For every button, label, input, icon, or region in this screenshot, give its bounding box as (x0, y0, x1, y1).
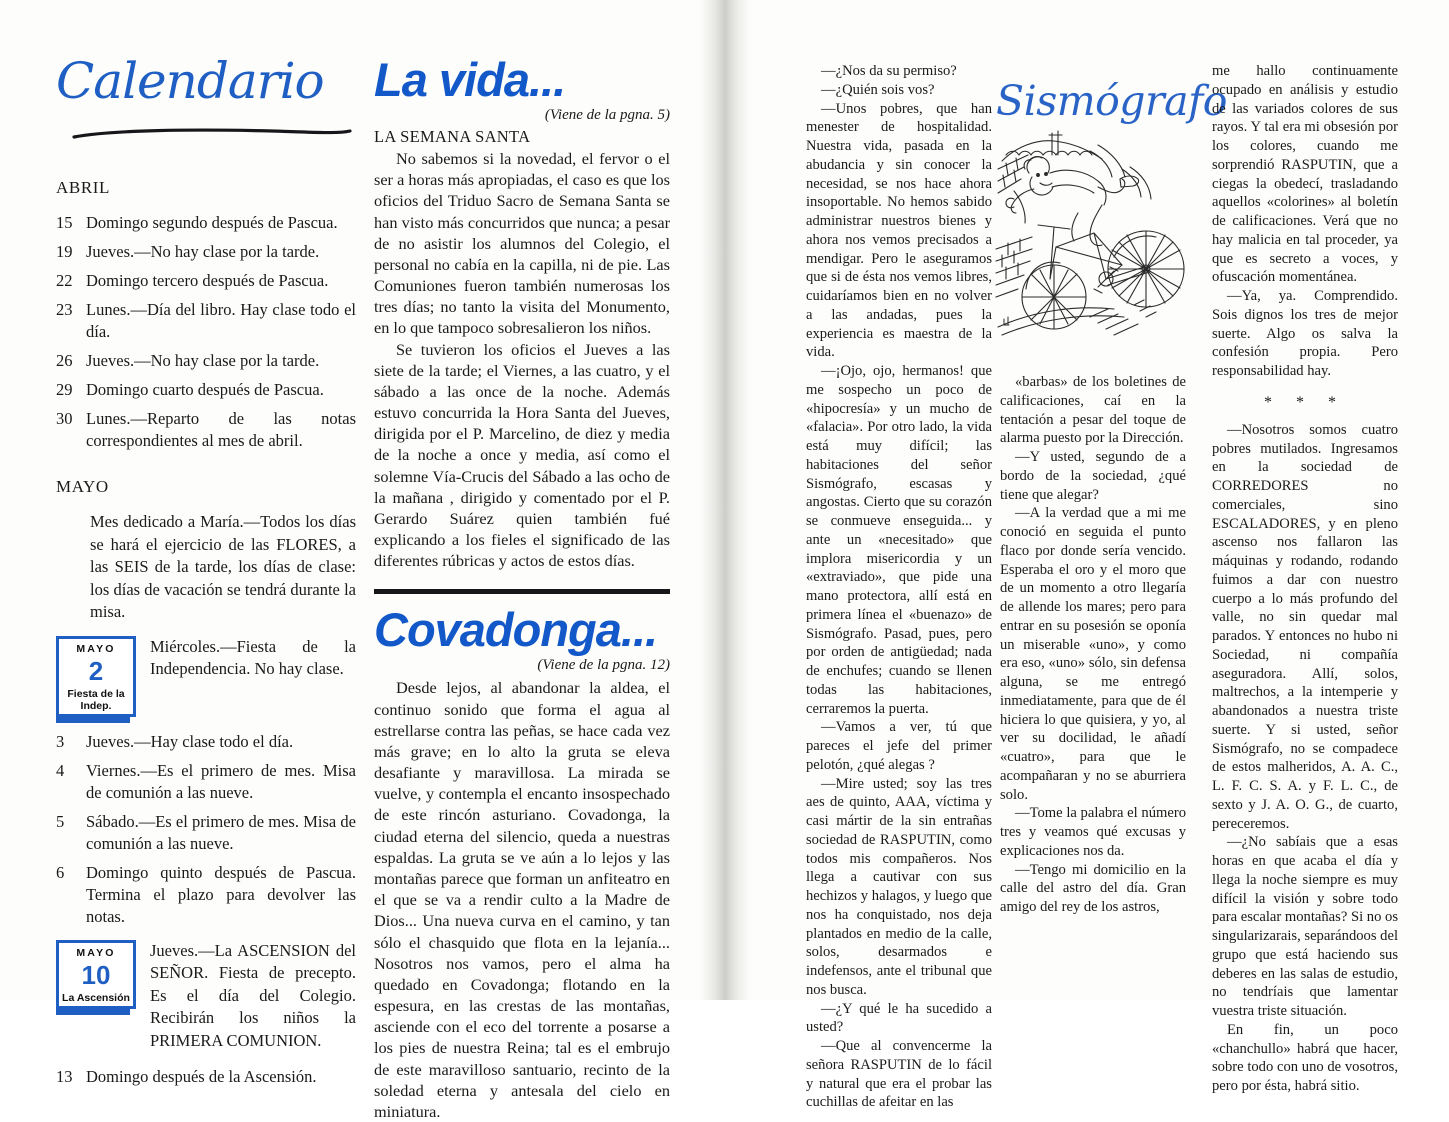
dialogue-paragraph: —¿No sabíais que a esas horas en que acaba el día y llega la noche siempre es muy difícil la visión y sobre todo para escalar montañas? Si no os singularizarais, separándoos del grupo que está haciendo sus deberes en las salas de estudio, no tendríais que lamentar vuestra triste situación. (1212, 834, 1399, 1019)
badge-month-label: MAYO (76, 642, 116, 655)
calendar-entry-text: Domingo segundo después de Pascua. (86, 213, 338, 232)
badge-entry-text: Jueves.—La ASCENSION del SEÑOR. Fiesta de precepto. Es el día del Colegio. Recibirán los niños la PRIMERA COMUNION. (150, 940, 356, 1050)
calendar-badge-row (56, 940, 356, 1052)
calendar-entry (56, 760, 356, 804)
dialogue-paragraph: «barbas» de los boletines de calificaciones, caí en la tentación a pesar del toque de alarma puesto por la Dirección. (1000, 374, 1186, 447)
dialogue-paragraph: —¿Y qué le ha sucedido a usted? (806, 1000, 992, 1036)
dialogue-paragraph: —¿Nos da su permiso? (821, 63, 957, 79)
dialogue-paragraph: En fin, un poco «chanchullo» habrá que hacer, sobre todo con uno de vosotros, pero por ésta, habrá sitio. (1212, 1021, 1398, 1094)
calendar-entry (56, 408, 356, 452)
calendar-entry-text: Lunes.—Reparto de las notas correspondientes al mes de abril. (86, 408, 356, 450)
calendar-badge-row (56, 636, 356, 718)
calendar-entry (56, 270, 356, 292)
calendar-day: 26 (56, 350, 73, 370)
date-badge-may-2 (56, 636, 136, 718)
calendar-entry-text: Jueves.—Hay clase todo el día. (86, 732, 294, 752)
badge-entry-text: Miércoles.—Fiesta de la Independencia. No hay clase. (150, 636, 356, 679)
date-badge-may-10 (56, 940, 136, 1009)
sismografo-column-four (996, 62, 1227, 917)
dialogue-paragraph: —Que al convencerme la señora RASPUTIN de lo fácil y natural que era el probar las cuchillas de afeitar en las (806, 1038, 992, 1111)
calendario-masthead (56, 52, 356, 152)
calendar-day: 6 (56, 862, 65, 882)
calendar-entry-text: Lunes.—Día del libro. Hay clase todo el día. (86, 299, 356, 341)
article-subhead-semana-santa: LA SEMANA SANTA (374, 127, 531, 146)
calendar-day: 19 (56, 241, 73, 261)
calendar-entry-text: Sábado.—Es el primero de mes. Misa de comunión a las nueve. (86, 812, 356, 854)
calendar-entry-text: Domingo después de la Ascensión. (86, 1066, 317, 1086)
badge-day-number: 2 (88, 655, 104, 686)
sismografo-column-five (1212, 62, 1398, 1096)
book-gutter-shadow (700, 0, 750, 1000)
calendar-entry (56, 1066, 356, 1088)
badge-day-number: 10 (81, 959, 111, 990)
dialogue-paragraph: me hallo continuamente ocupado en análisis y estudio de las variados colores de sus rayos. Y tal era mi obsesión por los colores, cuando me sorprendió RASPUTIN, que a ciegas la obedecí, trasladando aquellos «colorines» al boletín de calificaciones. Verá que no hay malicia en tal proceder, ya que es secreto a voces, y ofuscación momentánea. (1212, 63, 1398, 286)
continuation-note-covadonga: (Viene de la pgna. 12) (537, 657, 670, 674)
dialogue-paragraph: —Unos pobres, que han menester de hospitalidad. Nuestra vida, pasada en la abudancia y sin conocer la necesidad, se nos hace ahora insoportable. No hemos sabido administrar nuestros bienes y ahora nos vemos precisados a mendigar. Pero le aseguramos que si de ésta nos vemos libres, cuidaríamos bien en no volver a las andadas, pues la experiencia es maestra de la vida. (806, 100, 992, 361)
calendar-day: 22 (56, 270, 73, 290)
sismografo-title: Sismógrafo (996, 77, 1227, 125)
calendario-title: Calendario (56, 52, 324, 110)
month-label-mayo: MAYO (56, 477, 109, 497)
sismografo-column-three (806, 62, 992, 1112)
calendar-entry-text: Viernes.—Es el primero de mes. Misa de comunión a las nueve. (86, 761, 356, 803)
dialogue-paragraph: —¡Ojo, ojo, hermanos! que me sospecho un poco de «hipocresía» y un mucho de «falacia». Por otro lado, la vida está muy difícil; las habitaciones del señor Sismógrafo, escasas y angostas. Cierto que su corazón se conmueve enseguida... y ante un «necesitado» que implora misericordia y un «extraviado», que pide una mano protectora, allí está en primera línea el «buenazo» de Sismógrafo. Pasad, pues, pero por orden de antigüedad; nada de enchufes; cuando se llenen todas las habitaciones, cerraremos la puerta. (806, 363, 992, 717)
section-divider-rule (374, 589, 670, 594)
dialogue-paragraph: —Mire usted; soy las tres aes de quinto, AAA, víctima y casi mártir de la sin entrañas sociedad de RASPUTIN, como todos mis compañeros. Nos llega a cautivar con sus hechizos y halagos, y luego que nos ha conquistado, nos deja plantados en medio de la calle, solos, desarmados e indefensos, ante el tribunal que nos busca. (806, 775, 992, 998)
dialogue-paragraph: —Tome la palabra el número tres y veamos qué excusas y explicaciones nos da. (1000, 805, 1186, 859)
calendar-day: 29 (56, 379, 73, 399)
dialogue-paragraph: —Nosotros somos cuatro pobres mutilados. Ingresamos en la sociedad de CORREDORES no comerciales, sino ESCALADORES, y en pleno ascenso nos fallaron las máquinas y rodando, rodando fuimos a dar con nuestro cuerpo a lo más profundo del valle, no sin quedar mal parados. Y entonces no hubo ni Sociedad, ni compañía aseguradora. Allí, solos, maltrechos, a la intemperie y abandonados a nuestra triste suerte. Y si usted, señor Sismógrafo, no se compadece de estos malheridos, A. A. C., L. F. C. S. A. y F. L. C., de sexto y J. A. O. G., de cuarto, pereceremos. (1212, 421, 1398, 832)
paragraph-separator-asterisks: * * * (1264, 393, 1346, 411)
continuation-note-la-vida: (Viene de la pgna. 5) (544, 107, 670, 123)
calendar-day: 5 (56, 812, 65, 832)
mayo-dedication-note: Mes dedicado a María.—Todos los días se hará el ejercicio de las FLORES, a las SEIS de la tarde, los días de clase: los días de vacación se tendrá durante la misa. (90, 512, 356, 622)
calendar-day: 30 (56, 408, 73, 428)
dialogue-paragraph: —Ya, ya. Comprendido. Sois dignos los tres de mejor suerte. Algo os salva la confesión propia. Pero responsabilidad hay. (1212, 288, 1398, 379)
article-paragraph: No sabemos si la novedad, el fervor o el ser a horas más apropiadas, el caso es que los oficios del Triduo Sacro de Semana Santa se han visto más concurridos que nunca; a pesar de no asistir los alumnos del Colegio, el personal no cabía en la capilla, ni de pie. Las Comuniones fueron también numerosas los tres días; no tanto la visita del Monumento, en lo que tampoco sobresalieron los niños. (374, 149, 670, 338)
calendar-entry (56, 350, 356, 372)
dialogue-paragraph: —A la verdad que a mi me conoció en seguida el punto flaco por donde sería vencido. Esperaba el oro y el moro que de un momento a otro llegaría de allende los mares; pero para entrar en su posesión se oponía un miserable «uno», y como era eso, «uno» sólo, sin defensa alguna, se me entregó inmediatamente, para que de él hiciera lo que quisiera, y yo, al ver su docilidad, le añadí «cuatro», para que le acompañaran y no se aburriera solo. (1000, 505, 1186, 803)
calendar-entry-text: Jueves.—No hay clase por la tarde. (86, 241, 320, 261)
calendar-entry (56, 862, 356, 928)
article-paragraph: Se tuvieron los oficios el Jueves a las siete de la tarde; el Viernes, a las cuatro, y el sábado a las once de la noche. Además estuvo concurrida la Hora Santa del Jueves, dirigida por el P. Marcelino, de diez y media de la noche a once y media, así como el solemne Vía-Crucis del Sábado a las ocho de la mañana , dirigido y comentado por el P. Gerardo Suárez quien también fué explicando a los fieles el significado de las diferentes rúbricas y actos de estos días. (374, 339, 670, 571)
calendar-entry-text: Jueves.—No hay clase por la tarde. (86, 350, 320, 370)
calendar-entry (56, 731, 356, 753)
badge-month-label: MAYO (76, 946, 116, 959)
calendar-entry (56, 241, 356, 263)
calendar-entry (56, 212, 356, 234)
month-label-abril: ABRIL (56, 178, 110, 197)
calendar-column (56, 52, 356, 1095)
calendar-entry (56, 379, 356, 401)
calendar-day: 15 (56, 213, 73, 232)
calendar-entry-text: Domingo quinto después de Pascua. Termina el plazo para devolver las notas. (86, 862, 356, 926)
calendar-entry-text: Domingo tercero después de Pascua. (86, 270, 329, 290)
articles-column (374, 53, 670, 1122)
calendar-entry (56, 811, 356, 855)
dialogue-paragraph: —Tengo mi domicilio en la calle del astro del día. Gran amigo del rey de los astros, (1000, 861, 1186, 916)
badge-feast-label: Fiesta de la Indep. (67, 687, 125, 712)
calendar-day: 13 (56, 1066, 73, 1086)
article-title-covadonga: Covadonga... (374, 603, 658, 657)
calendario-underline-swash (72, 128, 354, 140)
calendar-day: 3 (56, 732, 65, 752)
badge-feast-label: La Ascensión (62, 991, 130, 1004)
dialogue-paragraph: —Vamos a ver, tú que pareces el jefe del primer pelotón, ¿qué alegas ? (806, 719, 992, 773)
dialogue-paragraph: —¿Quién sois vos? (821, 81, 935, 98)
cyclist-downhill-illustration (994, 129, 1190, 361)
calendar-day: 23 (56, 299, 73, 319)
calendar-entry-text: Domingo cuarto después de Pascua. (86, 379, 324, 399)
calendar-entry (56, 299, 356, 343)
dialogue-paragraph: —Y usted, segundo de a bordo de la sociedad, ¿qué tiene que alegar? (1000, 449, 1186, 503)
article-title-la-vida: La vida... (374, 53, 566, 106)
calendar-day: 4 (56, 761, 65, 781)
article-paragraph: Desde lejos, al abandonar la aldea, el continuo sonido que forma el agua al estrellarse contra las peñas, se hace cada vez más grave; en lo alto la gruta se eleva desafiante y maravillosa. La mirada se vuelve, y contempla el encanto insospechado de este rincón asturiano. Covadonga, la ciudad eterna del silencio, queda a nuestras espaldas. La gruta se ve aún a lo lejos y las montañas parece que forman un anfiteatro en el que se va a rendir culto a la Madre de Dios... Una nueva curva en el camino, y tan sólo el chasquido que flota en la lejanía... Nosotros nos vamos, pero el alma ha quedado en Covadonga; flotando en la espesura, en las crestas de las montañas, asciende con el eco del torrente a posarse a los pies de nuestra Reina; tal es el embrujo de este maravilloso santuario, recinto de la soledad eterna y antesala del cielo en miniatura. (374, 678, 670, 1121)
